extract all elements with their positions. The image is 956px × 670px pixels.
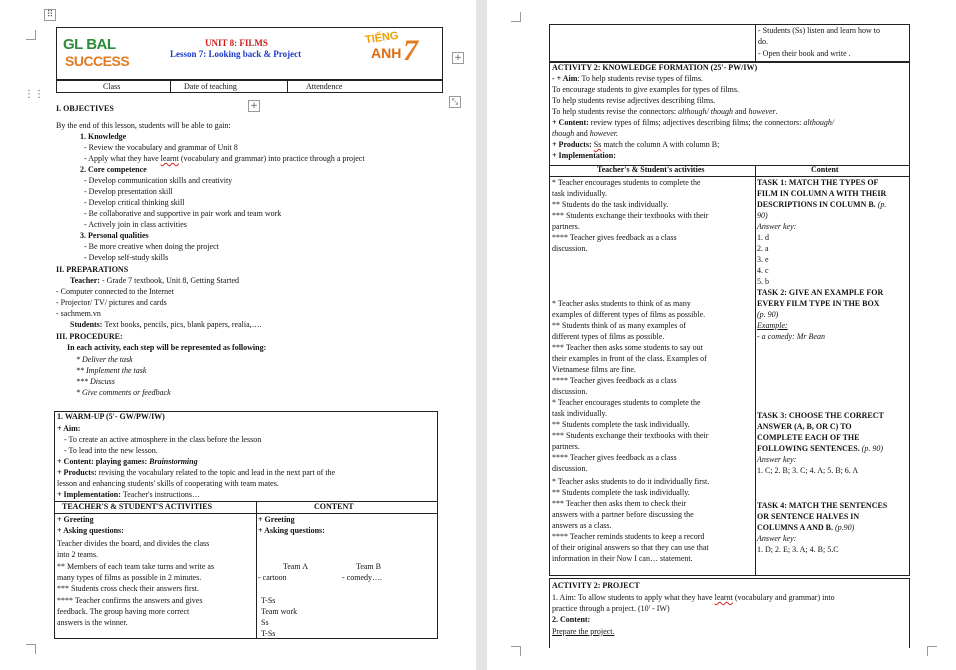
drag-handle-icon[interactable]: ⋮⋮ xyxy=(24,89,44,100)
task-activity-line: **** Teacher gives feedback as a class xyxy=(552,453,677,462)
activities-col-header: TEACHER'S & STUDENT'S ACTIVITIES xyxy=(62,502,213,511)
warmup-aim-label: + Aim: xyxy=(57,424,81,433)
warmup-content: + Content: playing games: Brainstorming xyxy=(57,457,198,466)
task-page: 90) xyxy=(757,211,768,220)
knowledge-heading: 1. Knowledge xyxy=(80,132,127,141)
task-title: FOLLOWING SENTENCES. (p. 90) xyxy=(757,444,884,453)
task-title: FILM IN COLUMN A WITH THEIR xyxy=(757,189,887,198)
add-row-button[interactable]: + xyxy=(452,52,464,64)
warmup-title: 1. WARM-UP (5'- GW/PW/IW) xyxy=(57,412,165,421)
task-activity-line: discussion. xyxy=(552,244,588,253)
page-gap xyxy=(476,0,487,670)
resize-icon[interactable]: ⤡ xyxy=(449,96,461,108)
task-activity-line: task individually. xyxy=(552,189,608,198)
task-activity-line: answers with a partner before discussing the xyxy=(552,510,694,519)
margin-corner-mark xyxy=(26,30,36,40)
team-a-label: Team A xyxy=(283,562,308,571)
activity-line: **** Teacher confirms the answers and gives xyxy=(57,596,203,605)
activity-line: + Greeting xyxy=(57,515,94,524)
content-line: + Greeting xyxy=(258,515,295,524)
core-item: - Develop critical thinking skill xyxy=(84,198,185,207)
answer-item: 1. d xyxy=(757,233,769,242)
table-move-handle-icon[interactable]: ⠿ xyxy=(44,9,56,21)
activity-content: + Content: review types of films; adjectives describing films; the connectors: although/ xyxy=(552,118,835,127)
margin-corner-mark xyxy=(511,12,521,22)
task-activity-line: of their original answers so that they can use that xyxy=(552,543,709,552)
personal-heading: 3. Personal qualities xyxy=(80,231,149,240)
task-activity-line: partners. xyxy=(552,442,580,451)
tieng-anh-7-badge: TIẾNG ANH 7 xyxy=(364,29,418,67)
add-column-button[interactable]: + xyxy=(248,100,260,112)
interaction-label: Ss xyxy=(261,618,269,627)
task-activity-line: discussion. xyxy=(552,387,588,396)
continuation-line: do. xyxy=(758,37,768,46)
task-activity-line: *** Students exchange their textbooks with their xyxy=(552,431,709,440)
activity-products: + Products: Ss match the column A with column B; xyxy=(552,140,720,149)
activity-line: feedback. The group having more correct xyxy=(57,607,190,616)
task-title: EVERY FILM TYPE IN THE BOX xyxy=(757,299,880,308)
task-activity-line: ** Students do the task individually. xyxy=(552,200,669,209)
task-activity-line: * Teacher encourages students to complete the xyxy=(552,398,701,407)
answer-item: 1. D; 2. E; 3. A; 4. B; 5.C xyxy=(757,545,839,554)
procedure-step: * Deliver the task xyxy=(76,355,133,364)
continuation-line: - Students (Ss) listen and learn how to xyxy=(758,26,880,35)
prep-item: - Computer connected to the Internet xyxy=(56,287,174,296)
task-activity-line: partners. xyxy=(552,222,580,231)
activity-line: answers is the winner. xyxy=(57,618,128,627)
example-label: Example: xyxy=(757,321,788,330)
task-activity-line: examples of different types of films as possible. xyxy=(552,310,706,319)
procedure-step: * Give comments or feedback xyxy=(76,388,171,397)
knowledge-item: - Apply what they have learnt (vocabulary and grammar) into practice through a project xyxy=(84,154,365,163)
lesson-header-box xyxy=(56,27,443,80)
task-activity-line: task individually. xyxy=(552,409,608,418)
interaction-label: Team work xyxy=(261,607,298,616)
procedure-heading: III. PROCEDURE: xyxy=(56,332,123,341)
task-activity-line: ** Students complete the task individually. xyxy=(552,488,690,497)
date-header: Date of teaching xyxy=(184,82,237,91)
attendance-header: Attendence xyxy=(306,82,343,91)
task-page: (p. 90) xyxy=(757,310,779,319)
task-title: TASK 2: GIVE AN EXAMPLE FOR xyxy=(757,288,884,297)
task-activity-line: *** Teacher then asks some students to say out xyxy=(552,343,703,352)
unit-title: UNIT 8: FILMS xyxy=(205,38,268,48)
core-heading: 2. Core competence xyxy=(80,165,147,174)
project-content: Prepare the project. xyxy=(552,627,615,636)
warmup-products: lesson and enhancing students' skills of cooperating with team mates. xyxy=(57,479,279,488)
task-title: OR SENTENCE HALVES IN xyxy=(757,512,860,521)
interaction-label: T-Ss xyxy=(261,629,276,638)
objectives-intro: By the end of this lesson, students will be able to gain: xyxy=(56,121,231,130)
project-title: ACTIVITY 2: PROJECT xyxy=(552,581,640,590)
margin-corner-mark xyxy=(927,646,937,656)
answer-item: 4. c xyxy=(757,266,769,275)
example-item: - a comedy: Mr Bean xyxy=(757,332,825,341)
answer-item: 1. C; 2. B; 3. C; 4. A; 5. B; 6. A xyxy=(757,466,859,475)
answer-key-label: Answer key: xyxy=(757,222,797,231)
activity-aim: - + Aim: To help students revise types of films. xyxy=(552,74,703,83)
procedure-intro: In each activity, each step will be represented as following: xyxy=(67,343,267,352)
answer-key-label: Answer key: xyxy=(757,455,797,464)
project-aim: 1. Aim: To allow students to apply what they have learnt (vocabulary and grammar) into xyxy=(552,593,835,602)
task-title: TASK 1: MATCH THE TYPES OF xyxy=(757,178,879,187)
task-activity-line: *** Teacher then asks them to check their xyxy=(552,499,687,508)
activity-line: into 2 teams. xyxy=(57,550,99,559)
activity-line: ** Members of each team take turns and write as xyxy=(57,562,215,571)
prep-item: - sachmem.vn xyxy=(56,309,101,318)
global-success-logo: GL BAL SUCCESS xyxy=(63,36,130,69)
task-title: TASK 3: CHOOSE THE CORRECT xyxy=(757,411,884,420)
task-activity-line: answers as a class. xyxy=(552,521,612,530)
personal-item: - Develop self-study skills xyxy=(84,253,169,262)
margin-corner-mark xyxy=(511,646,521,656)
task-title: TASK 4: MATCH THE SENTENCES xyxy=(757,501,888,510)
task-activity-line: ** Students think of as many examples of xyxy=(552,321,686,330)
activity-aim: To help students revise adjectives describing films. xyxy=(552,96,716,105)
activity-line: Teacher divides the board, and divides the class xyxy=(57,539,210,548)
content-line: + Asking questions: xyxy=(258,526,325,535)
activity-title: ACTIVITY 2: KNOWLEDGE FORMATION (25'- PW/IW) xyxy=(552,63,758,72)
activity-implementation: + Implementation: xyxy=(552,151,616,160)
core-item: - Actively join in class activities xyxy=(84,220,187,229)
class-header: Class xyxy=(103,82,121,91)
task-activity-line: different types of films as possible. xyxy=(552,332,665,341)
task-activity-line: *** Students exchange their textbooks with their xyxy=(552,211,709,220)
task-activity-line: their examples in front of the class. Examples of xyxy=(552,354,707,363)
interaction-label: T-Ss xyxy=(261,596,276,605)
margin-corner-mark xyxy=(26,644,36,654)
team-b-label: Team B xyxy=(356,562,381,571)
document-page-right xyxy=(487,0,956,670)
warmup-aim: - To create an active atmosphere in the class before the lesson xyxy=(64,435,262,444)
core-item: - Develop communication skills and creativity xyxy=(84,176,233,185)
task-activity-line: discussion. xyxy=(552,464,588,473)
prep-item: - Projector/ TV/ pictures and cards xyxy=(56,298,167,307)
objectives-heading: I. OBJECTIVES xyxy=(56,104,114,113)
task-activity-line: Vietnamese films are fine. xyxy=(552,365,636,374)
answer-item: 2. a xyxy=(757,244,769,253)
task-activity-line: **** Teacher gives feedback as a class xyxy=(552,233,677,242)
task-title: DESCRIPTIONS IN COLUMN B. (p. xyxy=(757,200,887,209)
activity-content: though and however. xyxy=(552,129,619,138)
continuation-line: - Open their book and write . xyxy=(758,49,851,58)
answer-key-label: Answer key: xyxy=(757,534,797,543)
activity-line: *** Students cross check their answers first. xyxy=(57,584,199,593)
task-activity-line: **** Teacher reminds students to keep a record xyxy=(552,532,705,541)
task-activity-line: information in their Now I can… statement. xyxy=(552,554,693,563)
student-materials: Students: Text books, pencils, pics, blank papers, realia,…. xyxy=(70,320,262,329)
answer-item: 3. e xyxy=(757,255,769,264)
core-item: - Be collaborative and supportive in pair work and team work xyxy=(84,209,282,218)
task-activity-line: ** Students complete the task individually. xyxy=(552,420,690,429)
activities-col-header: Teacher's & Student's activities xyxy=(597,165,705,174)
answer-item: 5. b xyxy=(757,277,769,286)
warmup-aim: - To lead into the new lesson. xyxy=(64,446,158,455)
task-activity-line: * Teacher encourages students to complete the xyxy=(552,178,701,187)
task-activity-line: * Teacher asks students to do it individually first. xyxy=(552,477,710,486)
activity-aim: To encourage students to give examples for types of films. xyxy=(552,85,739,94)
task-activity-line: * Teacher asks students to think of as many xyxy=(552,299,691,308)
class-info-row xyxy=(56,80,443,93)
preparations-heading: II. PREPARATIONS xyxy=(56,265,129,274)
personal-item: - Be more creative when doing the project xyxy=(84,242,219,251)
procedure-step: *** Discuss xyxy=(76,377,115,386)
procedure-step: ** Implement the task xyxy=(76,366,147,375)
task-activity-line: **** Teacher gives feedback as a class xyxy=(552,376,677,385)
content-col-header: Content xyxy=(811,165,839,174)
warmup-implementation: + Implementation: Teacher's instructions… xyxy=(57,490,200,499)
activity-aim: To help students revise the connectors: although/ though and however. xyxy=(552,107,778,116)
lesson-title: Lesson 7: Looking back & Project xyxy=(170,49,302,59)
project-aim: practice through a project. (10' - IW) xyxy=(552,604,670,613)
content-col-header: CONTENT xyxy=(314,502,354,511)
core-item: - Develop presentation skill xyxy=(84,187,173,196)
task-title: ANSWER (A, B, OR C) TO xyxy=(757,422,852,431)
activity-line: many types of films as possible in 2 minutes. xyxy=(57,573,202,582)
teacher-materials: Teacher: - Grade 7 textbook, Unit 8, Getting Started xyxy=(70,276,240,285)
team-b-item: - comedy…. xyxy=(342,573,382,582)
project-content-label: 2. Content: xyxy=(552,615,591,624)
team-a-item: - cartoon xyxy=(258,573,287,582)
knowledge-item: - Review the vocabulary and grammar of Unit 8 xyxy=(84,143,238,152)
task-title: COMPLETE EACH OF THE xyxy=(757,433,860,442)
task-title: COLUMNS A AND B. (p.90) xyxy=(757,523,855,532)
activity-line: + Asking questions: xyxy=(57,526,124,535)
document-page-left xyxy=(0,0,476,670)
warmup-products: + Products: revising the vocabulary related to the topic and lead in the next part of the xyxy=(57,468,336,477)
